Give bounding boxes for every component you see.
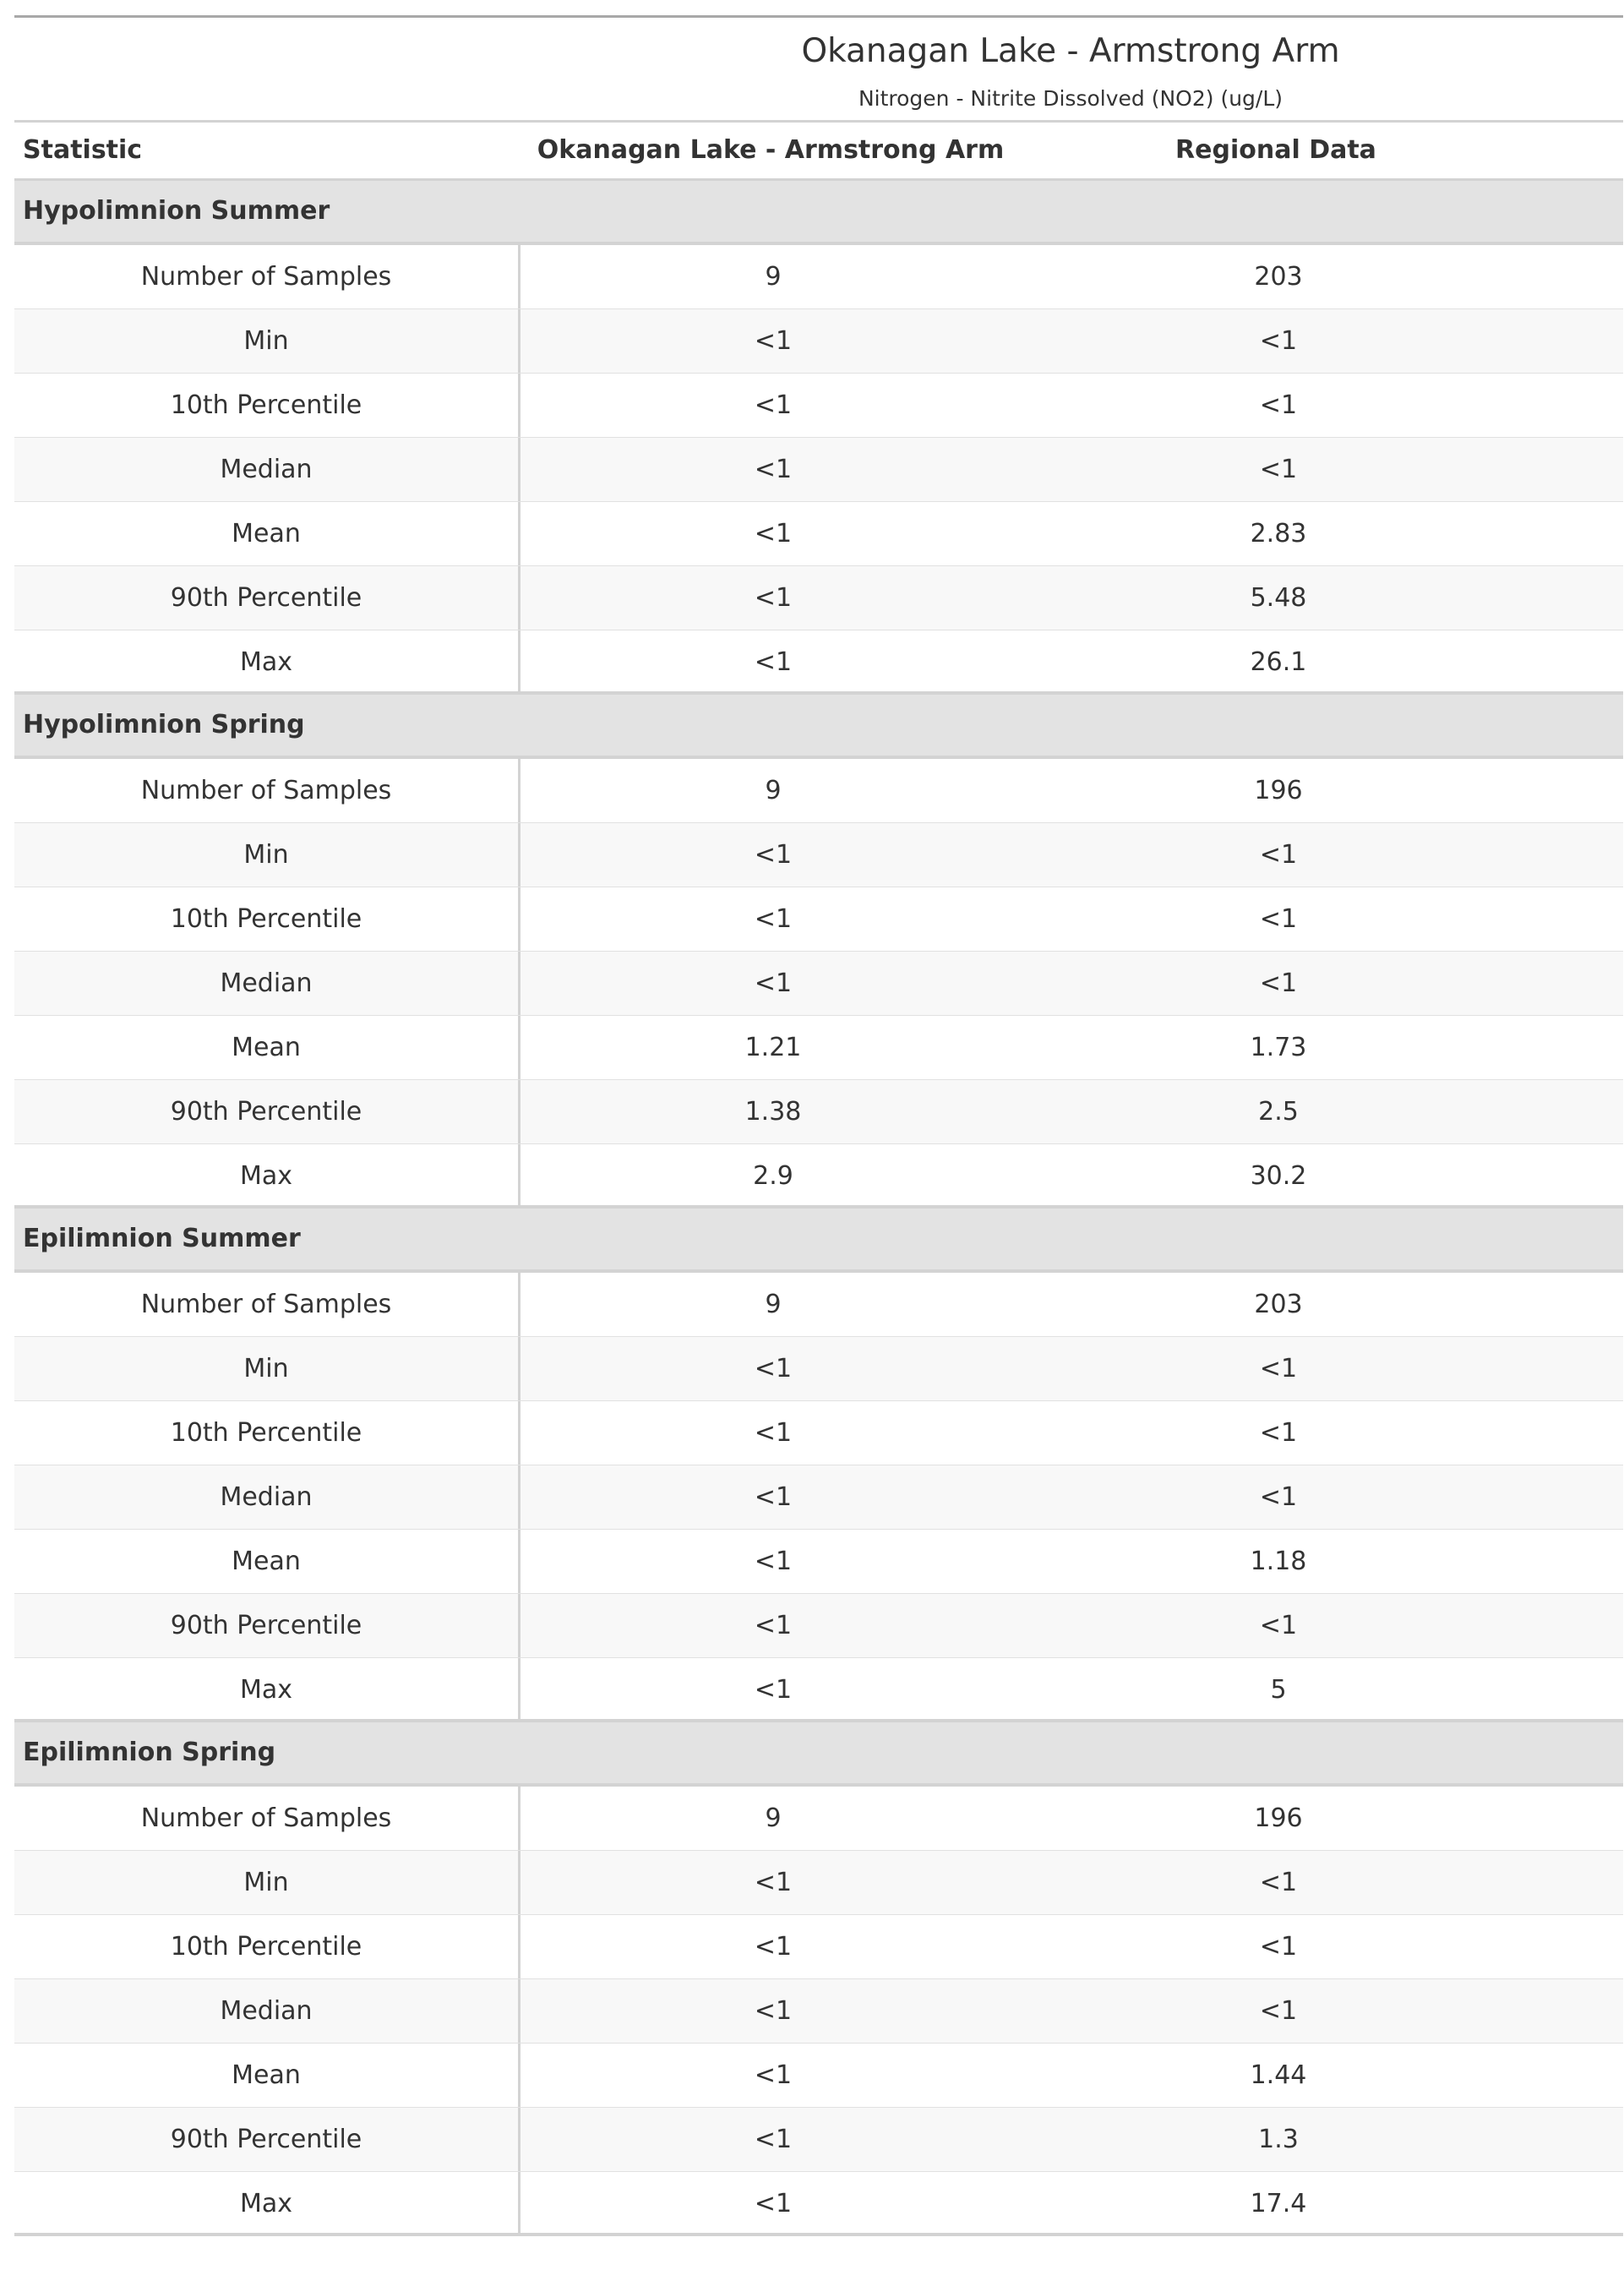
table-row xyxy=(14,1144,1623,1209)
column-header-site: Okanagan Lake - Armstrong Arm xyxy=(537,135,1005,165)
site-value-cell: <1 xyxy=(754,1418,793,1448)
statistic-cell: Max xyxy=(239,1161,293,1191)
table-row xyxy=(14,887,1623,952)
statistic-cell: 90th Percentile xyxy=(170,583,362,613)
regional-value-cell: <1 xyxy=(1259,455,1298,484)
site-value-cell: 9 xyxy=(765,776,782,805)
table-row xyxy=(14,1080,1623,1144)
statistic-cell: Mean xyxy=(232,519,301,548)
table-row xyxy=(14,438,1623,502)
table-row xyxy=(14,630,1623,695)
site-value-cell: <1 xyxy=(754,2125,793,2154)
table-row xyxy=(14,502,1623,566)
regional-value-cell: <1 xyxy=(1259,1868,1298,1897)
table-row xyxy=(14,245,1623,309)
column-header-row xyxy=(14,123,1623,178)
site-value-cell: <1 xyxy=(754,2189,793,2218)
regional-value-cell: <1 xyxy=(1259,1932,1298,1962)
site-value-cell: <1 xyxy=(754,969,793,998)
table-row xyxy=(14,1465,1623,1530)
table-row xyxy=(14,759,1623,823)
statistic-cell: Median xyxy=(220,455,313,484)
statistic-cell: Number of Samples xyxy=(140,262,392,292)
regional-value-cell: <1 xyxy=(1259,840,1298,870)
row-group xyxy=(14,1209,1623,1722)
group-header-row xyxy=(14,1722,1623,1787)
site-value-cell: <1 xyxy=(754,840,793,870)
table-body xyxy=(14,181,1623,2236)
site-value-cell: <1 xyxy=(754,647,793,677)
regional-value-cell: <1 xyxy=(1259,904,1298,934)
statistic-cell: 90th Percentile xyxy=(170,1097,362,1127)
regional-value-cell: 5.48 xyxy=(1250,583,1307,613)
regional-value-cell: 5 xyxy=(1270,1675,1287,1705)
statistic-cell: Median xyxy=(220,1482,313,1512)
table-title: Okanagan Lake - Armstrong Arm xyxy=(801,32,1340,70)
table-top-border xyxy=(14,15,1623,18)
table-row xyxy=(14,2172,1623,2236)
site-value-cell: 2.9 xyxy=(753,1161,793,1191)
site-value-cell: <1 xyxy=(754,2060,793,2090)
row-group xyxy=(14,695,1623,1209)
site-value-cell: <1 xyxy=(754,1611,793,1640)
regional-value-cell: 17.4 xyxy=(1250,2189,1307,2218)
regional-value-cell: <1 xyxy=(1259,969,1298,998)
table-row xyxy=(14,566,1623,630)
statistic-cell: Max xyxy=(239,647,293,677)
site-value-cell: 9 xyxy=(765,262,782,292)
regional-value-cell: 1.3 xyxy=(1258,2125,1299,2154)
statistic-cell: Number of Samples xyxy=(140,776,392,805)
site-value-cell: 9 xyxy=(765,1290,782,1319)
regional-value-cell: 30.2 xyxy=(1250,1161,1307,1191)
row-group xyxy=(14,1722,1623,2236)
table-row xyxy=(14,1530,1623,1594)
table-row xyxy=(14,1273,1623,1337)
table-row xyxy=(14,2044,1623,2108)
statistic-cell: Max xyxy=(239,2189,293,2218)
table-row xyxy=(14,2108,1623,2172)
site-value-cell: 9 xyxy=(765,1803,782,1833)
group-label: Hypolimnion Spring xyxy=(23,710,305,739)
site-value-cell: <1 xyxy=(754,583,793,613)
statistic-cell: 10th Percentile xyxy=(170,1932,362,1962)
column-header-regional: Regional Data xyxy=(1175,135,1376,165)
table-row xyxy=(14,374,1623,438)
regional-value-cell: 196 xyxy=(1254,776,1303,805)
statistic-cell: Mean xyxy=(232,1033,301,1062)
statistic-cell: 90th Percentile xyxy=(170,2125,362,2154)
statistic-cell: Min xyxy=(243,1868,289,1897)
site-value-cell: <1 xyxy=(754,1675,793,1705)
statistic-cell: Max xyxy=(239,1675,293,1705)
regional-value-cell: 196 xyxy=(1254,1803,1303,1833)
regional-value-cell: <1 xyxy=(1259,1482,1298,1512)
site-value-cell: <1 xyxy=(754,904,793,934)
group-label: Hypolimnion Summer xyxy=(23,196,330,226)
statistic-cell: 90th Percentile xyxy=(170,1611,362,1640)
site-value-cell: <1 xyxy=(754,390,793,420)
statistic-cell: Mean xyxy=(232,1547,301,1576)
site-value-cell: <1 xyxy=(754,1868,793,1897)
site-value-cell: <1 xyxy=(754,1996,793,2026)
regional-value-cell: <1 xyxy=(1259,326,1298,356)
regional-value-cell: 1.44 xyxy=(1250,2060,1307,2090)
group-label: Epilimnion Summer xyxy=(23,1224,301,1253)
statistic-cell: 10th Percentile xyxy=(170,904,362,934)
group-label: Epilimnion Spring xyxy=(23,1738,276,1767)
table-row xyxy=(14,1016,1623,1080)
table-row xyxy=(14,309,1623,374)
table-row xyxy=(14,1594,1623,1658)
statistic-cell: Median xyxy=(220,1996,313,2026)
regional-value-cell: 2.83 xyxy=(1250,519,1307,548)
statistic-cell: 10th Percentile xyxy=(170,1418,362,1448)
statistic-cell: 10th Percentile xyxy=(170,390,362,420)
site-value-cell: <1 xyxy=(754,326,793,356)
table-row xyxy=(14,1787,1623,1851)
regional-value-cell: <1 xyxy=(1259,1354,1298,1383)
table-row xyxy=(14,1337,1623,1401)
regional-value-cell: <1 xyxy=(1259,1418,1298,1448)
table-row xyxy=(14,952,1623,1016)
statistic-cell: Min xyxy=(243,840,289,870)
table-row xyxy=(14,823,1623,887)
regional-value-cell: 203 xyxy=(1254,1290,1303,1319)
regional-value-cell: 26.1 xyxy=(1250,647,1307,677)
site-value-cell: <1 xyxy=(754,1547,793,1576)
group-header-row xyxy=(14,695,1623,759)
column-header-statistic: Statistic xyxy=(23,135,143,165)
table-row xyxy=(14,1979,1623,2044)
statistic-cell: Number of Samples xyxy=(140,1290,392,1319)
regional-value-cell: <1 xyxy=(1259,1611,1298,1640)
row-group xyxy=(14,181,1623,695)
site-value-cell: 1.21 xyxy=(744,1033,802,1062)
statistic-cell: Min xyxy=(243,1354,289,1383)
statistic-cell: Min xyxy=(243,326,289,356)
site-value-cell: <1 xyxy=(754,1932,793,1962)
site-value-cell: <1 xyxy=(754,455,793,484)
regional-value-cell: <1 xyxy=(1259,1996,1298,2026)
table-subtitle: Nitrogen - Nitrite Dissolved (NO2) (ug/L) xyxy=(858,86,1283,111)
table-row xyxy=(14,1851,1623,1915)
summary-table xyxy=(14,15,1623,2255)
site-value-cell: <1 xyxy=(754,1482,793,1512)
regional-value-cell: 203 xyxy=(1254,262,1303,292)
site-value-cell: 1.38 xyxy=(744,1097,802,1127)
regional-value-cell: <1 xyxy=(1259,390,1298,420)
site-value-cell: <1 xyxy=(754,1354,793,1383)
group-header-row xyxy=(14,1209,1623,1273)
site-value-cell: <1 xyxy=(754,519,793,548)
regional-value-cell: 1.18 xyxy=(1250,1547,1307,1576)
table-row xyxy=(14,1915,1623,1979)
statistic-cell: Median xyxy=(220,969,313,998)
statistic-cell: Mean xyxy=(232,2060,301,2090)
regional-value-cell: 1.73 xyxy=(1250,1033,1307,1062)
regional-value-cell: 2.5 xyxy=(1258,1097,1299,1127)
table-row xyxy=(14,1401,1623,1465)
statistic-cell: Number of Samples xyxy=(140,1803,392,1833)
table-row xyxy=(14,1658,1623,1722)
group-header-row xyxy=(14,181,1623,245)
